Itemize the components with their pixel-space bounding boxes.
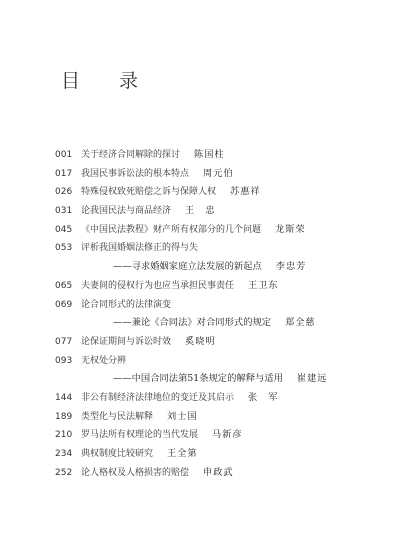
toc-entry-author: 周元伯 [203, 167, 234, 179]
page-title: 目 录 [61, 70, 149, 92]
toc-entry[interactable] [55, 389, 400, 408]
toc-entry-title: 论合同形式的法律演变 [81, 299, 172, 310]
toc-entry-author: 刘士国 [167, 410, 198, 422]
toc-entry-subtitle: ——寻求婚姻家庭立法发展的新起点 [113, 261, 262, 273]
toc-entry[interactable] [55, 183, 400, 202]
toc-entry-subtitle: ——中国合同法第51条规定的解释与适用 [113, 373, 283, 385]
toc-entry[interactable] [55, 239, 400, 258]
toc-entry-author: 申政武 [203, 466, 234, 478]
toc-entry[interactable] [55, 221, 400, 240]
toc-entry-author: 王全第 [167, 448, 198, 459]
toc-entry-author: 崔建远 [296, 373, 328, 385]
toc-entry[interactable] [55, 296, 400, 315]
toc-entry[interactable] [55, 445, 400, 464]
toc-entry[interactable] [55, 146, 400, 165]
toc-entry-subtitle-line [113, 314, 316, 333]
toc-entry-title: 类型化与民法解释 [81, 411, 154, 422]
toc-entry-page-number: 234 [55, 449, 73, 459]
toc-entry-page-number: 189 [55, 411, 73, 422]
toc-entry-title-line [81, 202, 216, 221]
toc-entry[interactable] [55, 277, 400, 296]
toc-entry-subtitle-line [113, 258, 306, 277]
toc-entry-title-line [81, 239, 212, 258]
toc-entry-page-number: 069 [55, 299, 73, 310]
toc-entry-title: 特殊侵权致死赔偿之诉与保障人权 [81, 187, 217, 198]
toc-entry-page-number: 045 [55, 224, 73, 235]
toc-entry-title: 典权制度比较研究 [81, 449, 154, 459]
toc-entry-author: 苏惠祥 [230, 186, 261, 198]
toc-entry-title-line [81, 146, 225, 165]
toc-entry-title: 夫妻间的侵权行为也应当承担民事责任 [81, 280, 235, 291]
toc-entry[interactable] [55, 426, 400, 445]
toc-entry-title: 评析我国婚姻法修正的得与失 [81, 243, 199, 254]
toc-entry-title-line [81, 221, 306, 240]
toc-entry-page-number: 144 [55, 392, 73, 403]
toc-entry-title: 论保证期间与诉讼时效 [81, 336, 172, 347]
toc-entry[interactable] [55, 370, 400, 389]
toc-entry-title-line [81, 352, 140, 371]
toc-entry[interactable] [55, 165, 400, 184]
toc-entry-title-line [81, 445, 198, 464]
toc-entry-title-line [81, 296, 185, 315]
toc-entry[interactable] [55, 202, 400, 221]
toc-entry-author: 陈国柱 [194, 149, 225, 160]
toc-entry[interactable] [55, 408, 400, 427]
toc-entry-page-number: 031 [55, 206, 73, 217]
toc-entry-author: 奚晓明 [185, 335, 216, 347]
toc-entry-page-number: 210 [55, 430, 73, 441]
toc-entry[interactable] [55, 333, 400, 352]
toc-entry-title: 论人格权及人格损害的赔偿 [81, 467, 190, 478]
toc-entry-title: 无权处分辨 [81, 355, 127, 366]
toc-entry-subtitle-line [113, 370, 327, 389]
toc-entry-title-line [81, 165, 234, 184]
toc-entry-title-line [81, 464, 234, 483]
toc-entry-title-line [81, 389, 279, 408]
toc-entry-title-line [81, 277, 279, 296]
toc-entry-page-number: 093 [55, 355, 73, 366]
toc-entry-author: 王 忠 [185, 205, 216, 217]
toc-entry[interactable] [55, 314, 400, 333]
toc-entry-page-number: 252 [55, 467, 73, 478]
toc-entry-author: 郑全慈 [285, 317, 316, 329]
toc-entry-author: 李忠芳 [275, 261, 307, 273]
toc-entry-title-line [81, 408, 198, 427]
toc-entry-title: 论我国民法与商品经济 [81, 206, 172, 217]
toc-entry-title-line [81, 183, 261, 202]
toc-entry-subtitle: ——兼论《合同法》对合同形式的规定 [113, 317, 272, 329]
toc-entry-title-line [81, 333, 216, 352]
toc-entry-title: 《中国民法教程》财产所有权部分的几个问题 [81, 224, 262, 235]
toc-entry-page-number: 065 [55, 280, 73, 291]
toc-entry-title: 关于经济合同解除的探讨 [81, 150, 181, 160]
toc-entry-page-number: 001 [55, 150, 73, 160]
toc-entry-title: 罗马法所有权理论的当代发展 [81, 430, 199, 441]
toc-entry-title: 非公有制经济法律地位的变迁及其启示 [81, 392, 235, 403]
toc-entry-author: 龙斯荣 [275, 223, 306, 235]
toc-entry-title-line [81, 426, 243, 445]
toc-entry-author: 马新彦 [212, 429, 243, 441]
toc-entry[interactable] [55, 464, 400, 483]
toc-list [55, 146, 400, 482]
toc-entry-author: 张 军 [248, 391, 279, 403]
toc-entry-title: 我国民事诉讼法的根本特点 [81, 168, 190, 179]
toc-entry-page-number: 077 [55, 336, 73, 347]
toc-entry[interactable] [55, 352, 400, 371]
toc-entry-page-number: 053 [55, 243, 73, 254]
toc-entry[interactable] [55, 258, 400, 277]
toc-entry-author: 王卫东 [248, 279, 279, 291]
toc-entry-page-number: 026 [55, 187, 73, 198]
toc-entry-page-number: 017 [55, 168, 73, 179]
